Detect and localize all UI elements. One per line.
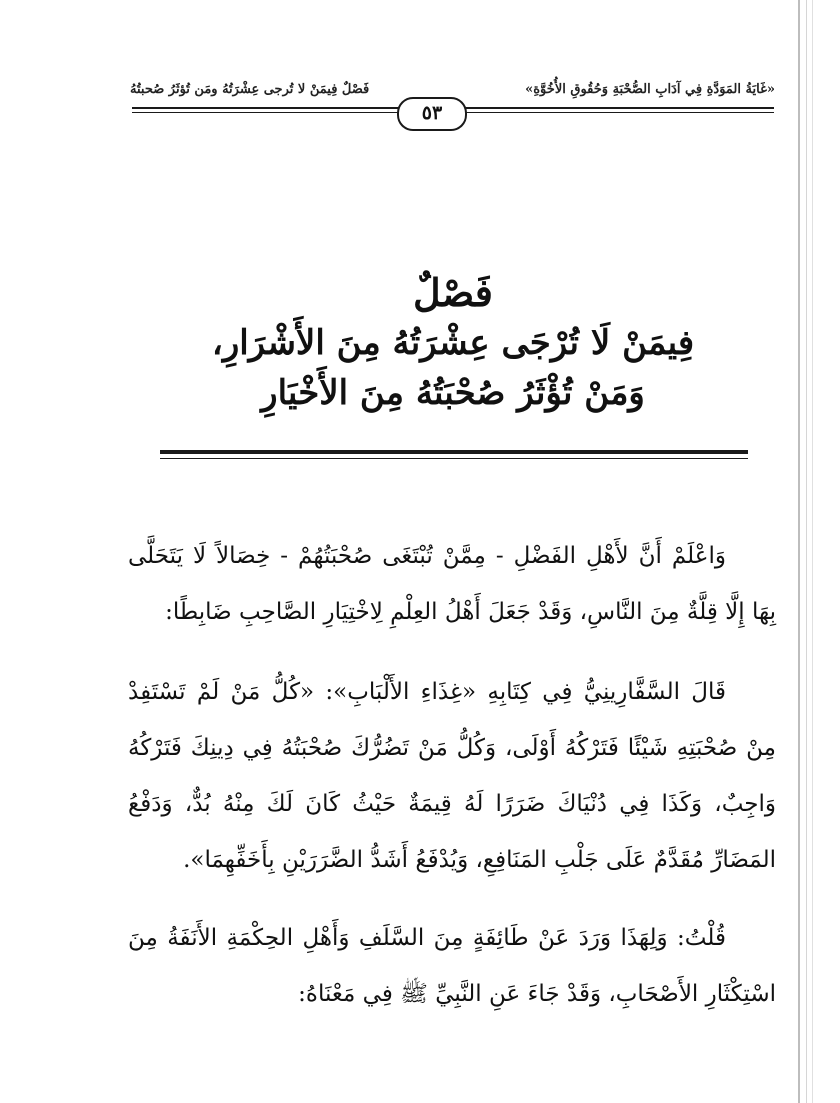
page-edge-line (812, 0, 813, 1103)
chapter-title (132, 268, 774, 418)
chapter-title-line-1: فَصْلٌ (413, 270, 493, 315)
title-divider-thick (160, 450, 748, 454)
body-text (128, 528, 776, 1022)
title-divider-thin (160, 458, 748, 459)
header-book-title: «غَايَةُ المَوَدَّةِ فِي آدَابِ الصُّحْبَةِ وَحُقُوقِ الأُخُوَّةِ» (525, 82, 775, 97)
chapter-title-line-2: فِيمَنْ لَا تُرْجَى عِشْرَتُهُ مِنَ الأَشْرَارِ، (211, 323, 695, 363)
paragraph-2: قَالَ السَّفَّارِينِيُّ فِي كِتَابِهِ «غِذَاءِ الأَلْبَابِ»: «كُلُّ مَنْ لَمْ تَسْتَفِدْ مِنْ صُحْبَتِهِ شَيْئًا فَتَرْكُهُ أَوْلَى، وَكُلُّ مَنْ تَضُرُّكَ صُحْبَتُهُ فِي دِينِكَ فَتَرْكُهُ وَاجِبٌ، وَكَذَا فِي دُنْيَاكَ ضَرَرًا لَهُ قِيمَةٌ حَيْثُ كَانَ لَكَ مِنْهُ بُدٌّ، وَدَفْعُ المَضَارِّ مُقَدَّمٌ عَلَى جَلْبِ المَنَافِعِ، وَيُدْفَعُ أَشَدُّ الضَّرَرَيْنِ بِأَخَفِّهِمَا». (128, 679, 776, 873)
page-edge-line (806, 0, 807, 1103)
page-edge-line (798, 0, 800, 1103)
paragraph-1: وَاعْلَمْ أَنَّ لأَهْلِ الفَضْلِ - مِمَّنْ تُبْتَغَى صُحْبَتُهُمْ - خِصَالاً لَا يَتَحَلَّى بِهَا إِلَّا قِلَّةٌ مِنَ النَّاسِ، وَقَدْ جَعَلَ أَهْلُ العِلْمِ لِاخْتِيَارِ الصَّاحِبِ ضَابِطًا: (128, 543, 776, 625)
chapter-title-line-3: وَمَنْ تُؤْثَرُ صُحْبَتُهُ مِنَ الأَخْيَارِ (261, 373, 645, 413)
paragraph-3: قُلْتُ: وَلِهَذَا وَرَدَ عَنْ طَائِفَةٍ مِنَ السَّلَفِ وَأَهْلِ الحِكْمَةِ الأَنَفَةُ مِنَ اسْتِكْثَارِ الأَصْحَابِ، وَقَدْ جَاءَ عَنِ النَّبِيِّ ﷺ فِي مَعْنَاهُ: (128, 925, 776, 1007)
page-number: ٥٣ (397, 97, 467, 131)
header-section-title: فَصْلٌ فِيمَنْ لا تُرجى عِشْرَتُهُ ومَن تُؤثَرُ صُحبتُهُ (130, 82, 370, 97)
